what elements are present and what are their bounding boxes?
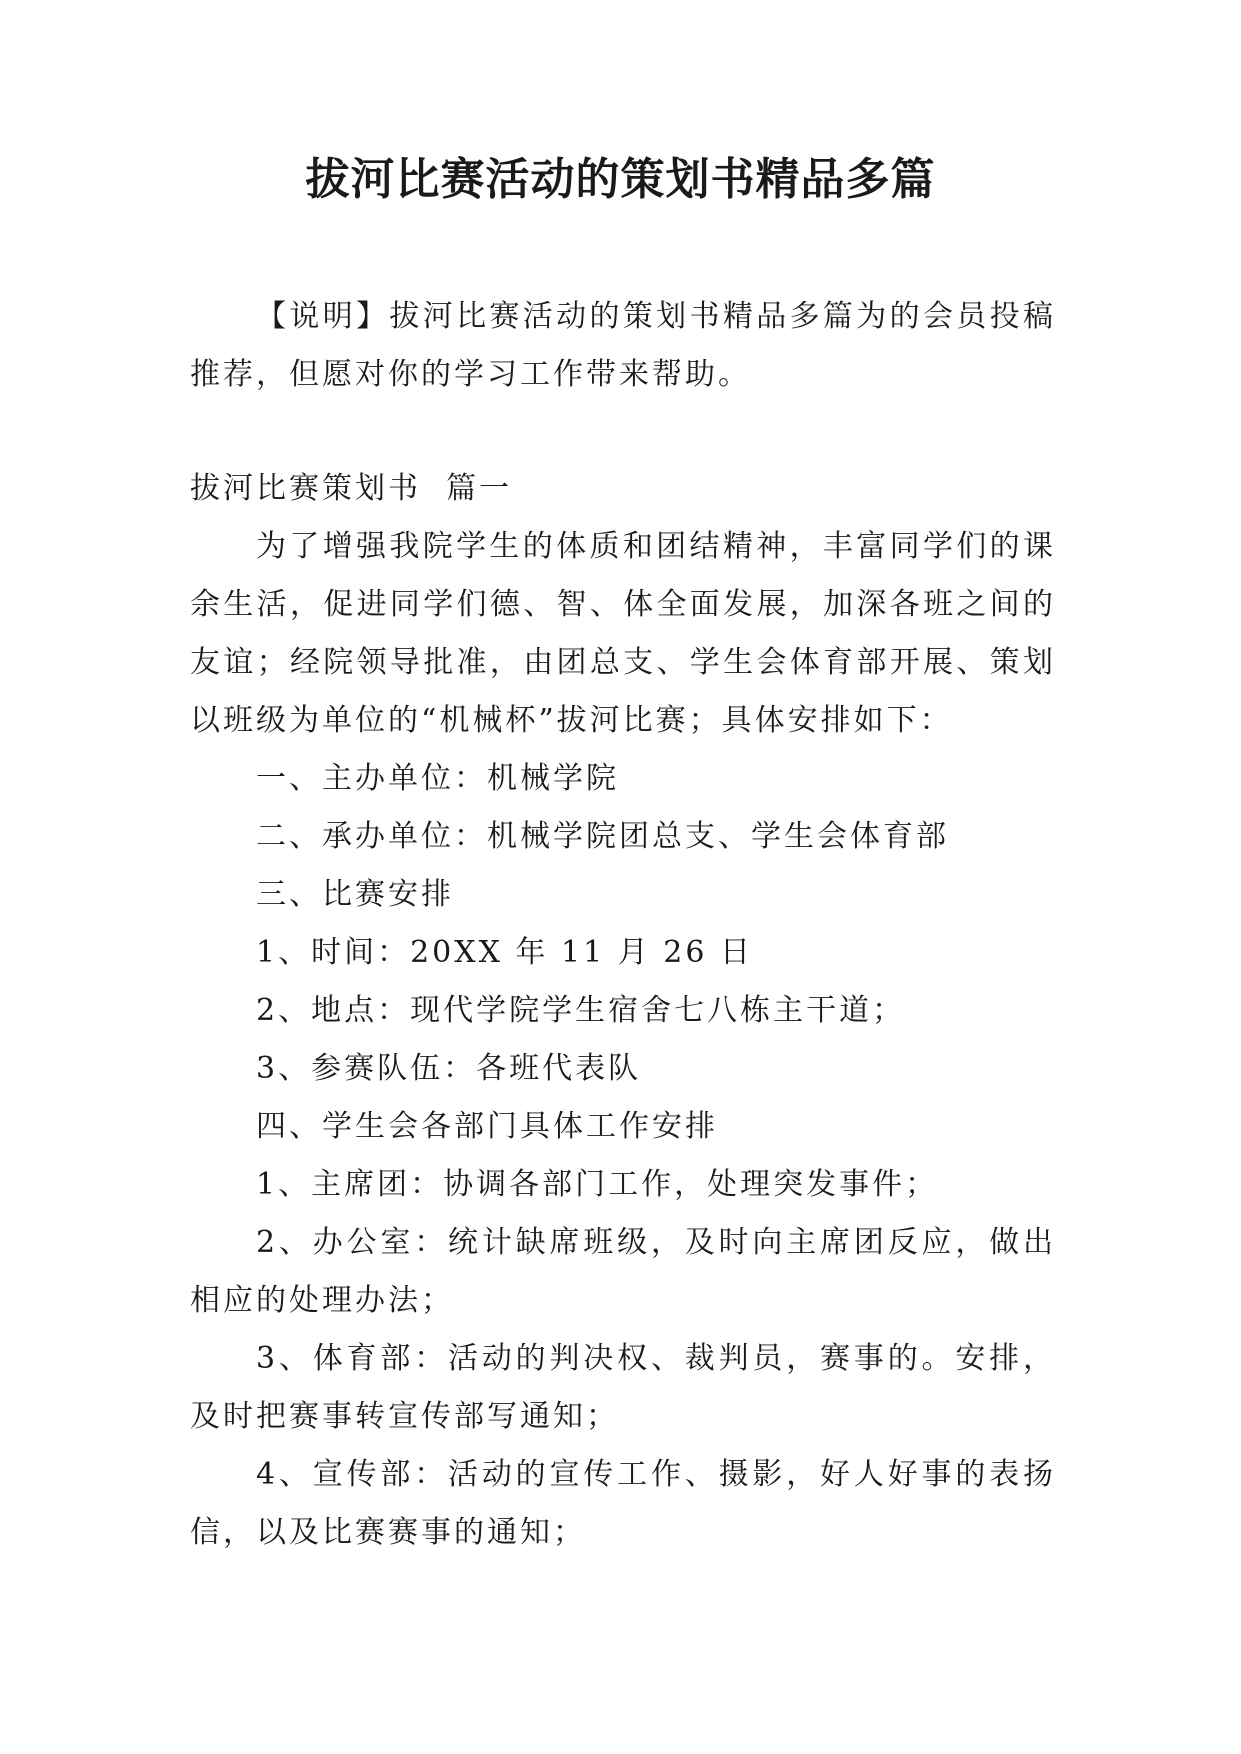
body-paragraph: 3、体育部：活动的判决权、裁判员，赛事的。安排，及时把赛事转宣传部写通知； (190, 1341, 1056, 1434)
body-paragraph: 二、承办单位：机械学院团总支、学生会体育部 (256, 819, 949, 854)
body-paragraph: 三、比赛安排 (256, 877, 454, 912)
body-paragraph: 四、学生会各部门具体工作安排 (256, 1109, 718, 1144)
body-paragraph: 4、宣传部：活动的宣传工作、摄影，好人好事的表扬信，以及比赛赛事的通知； (190, 1457, 1056, 1550)
body-paragraph: 1、时间：20XX 年 11 月 26 日 (256, 935, 754, 970)
body-paragraph: 2、办公室：统计缺席班级，及时向主席团反应，做出相应的处理办法； (190, 1225, 1056, 1318)
body-paragraph: 为了增强我院学生的体质和团结精神，丰富同学们的课余生活，促进同学们德、智、体全面发展，加深各班之间的友谊；经院领导批准，由团总支、学生会体育部开展、策划以班级为单位的“机械杯”拔河比赛；具体安排如下： (190, 529, 1056, 738)
body-paragraph: 1、主席团：协调各部门工作，处理突发事件； (256, 1167, 939, 1202)
section-heading: 拔河比赛策划书 篇一 (190, 471, 513, 506)
intro-paragraph: 【说明】拔河比赛活动的策划书精品多篇为的会员投稿推荐，但愿对你的学习工作带来帮助。 (190, 299, 1056, 392)
body-paragraph: 一、主办单位：机械学院 (256, 761, 619, 796)
document-body (190, 460, 1056, 1562)
body-paragraph: 3、参赛队伍：各班代表队 (256, 1051, 642, 1086)
body-paragraph: 2、地点：现代学院学生宿舍七八栋主干道； (256, 993, 906, 1028)
document-title: 拔河比赛活动的策划书精品多篇 (305, 154, 936, 205)
